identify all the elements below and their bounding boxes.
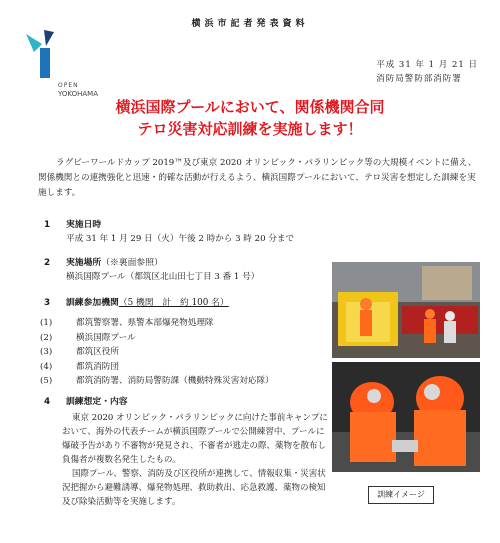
section-4-body xyxy=(62,411,332,509)
department: 消防局警防部消防署 xyxy=(376,74,462,84)
list-item: (1) 都筑警察署、県警本部爆発物処理隊 xyxy=(40,318,214,328)
intro-paragraph: ラグビーワールドカップ 2019™及び東京 2020 オリンピック・パラリンピック等の大規模イベントに備え、関係機関との連携強化と迅速・的確な活動が行えるよう、横浜国際プールにおいて、テロ災害を想定した訓練を実施します。 xyxy=(38,158,477,198)
organization-list xyxy=(40,316,274,389)
scenario-paragraph: 東京 2020 オリンピック・パラリンピックに向けた事前キャンプにおいて、海外の代表チームが横浜国際プールで公開練習中、プールに爆破予告があり不審物が発見され、不審者が逃走の際、薬物を散布し負傷者が複数名発生したもの。 xyxy=(62,413,328,465)
training-photo-closeup xyxy=(332,362,480,472)
release-date: 平成 31 年 1 月 21 日 xyxy=(376,60,478,70)
open-yokohama-logo xyxy=(24,30,114,98)
section-1-heading xyxy=(44,218,101,232)
section-2-heading xyxy=(44,256,163,270)
header-title: 横浜市記者発表資料 xyxy=(191,19,309,29)
section-note: （※裏面参照） xyxy=(101,258,163,268)
logo-text-open: OPEN xyxy=(58,82,79,89)
list-item: (4) 都筑消防団 xyxy=(40,361,119,372)
date-block xyxy=(376,58,478,86)
activity-paragraph: 国際プール、警察、消防及び区役所が連携して、情報収集・災害状況把握から避難誘導、爆発物処理、救助救出、応急救護、薬物の検知及び除染活動等を実施します。 xyxy=(62,469,326,507)
training-photo-tent xyxy=(332,262,480,358)
section-2-body: 横浜国際プール（都筑区北山田七丁目 3 番 1 号） xyxy=(66,272,260,282)
section-title: 実施日時 xyxy=(66,220,102,230)
section-number: 2 xyxy=(44,258,51,268)
title-line-2: テロ災害対応訓練を実施します！ xyxy=(137,120,363,138)
section-4-heading xyxy=(44,395,128,409)
section-note: （5 機関 計 約 100 名） xyxy=(118,298,229,308)
logo-mark-icon xyxy=(24,30,64,80)
list-item: (2) 横浜国際プール xyxy=(40,332,136,343)
section-title: 訓練参加機関 xyxy=(66,298,119,308)
section-number: 4 xyxy=(44,397,51,407)
section-number: 1 xyxy=(44,220,51,230)
photo-caption: 訓練イメージ xyxy=(368,486,434,504)
logo-text-yokohama: YOKOHAMA xyxy=(58,90,99,98)
list-item: (3) 都筑区役所 xyxy=(40,347,119,357)
list-item: (5) 都筑消防署、消防局警防課（機動特殊災害対応隊） xyxy=(40,376,274,386)
section-1-body: 平成 31 年 1 月 29 日（火）午後 2 時から 3 時 20 分まで xyxy=(66,234,295,244)
title-line-1: 横浜国際プールにおいて、関係機関合同 xyxy=(115,98,385,116)
section-title: 実施場所 xyxy=(66,258,102,268)
section-title: 訓練想定・内容 xyxy=(66,397,128,407)
section-3-heading xyxy=(44,296,229,310)
main-title xyxy=(0,96,500,140)
section-number: 3 xyxy=(44,298,51,308)
